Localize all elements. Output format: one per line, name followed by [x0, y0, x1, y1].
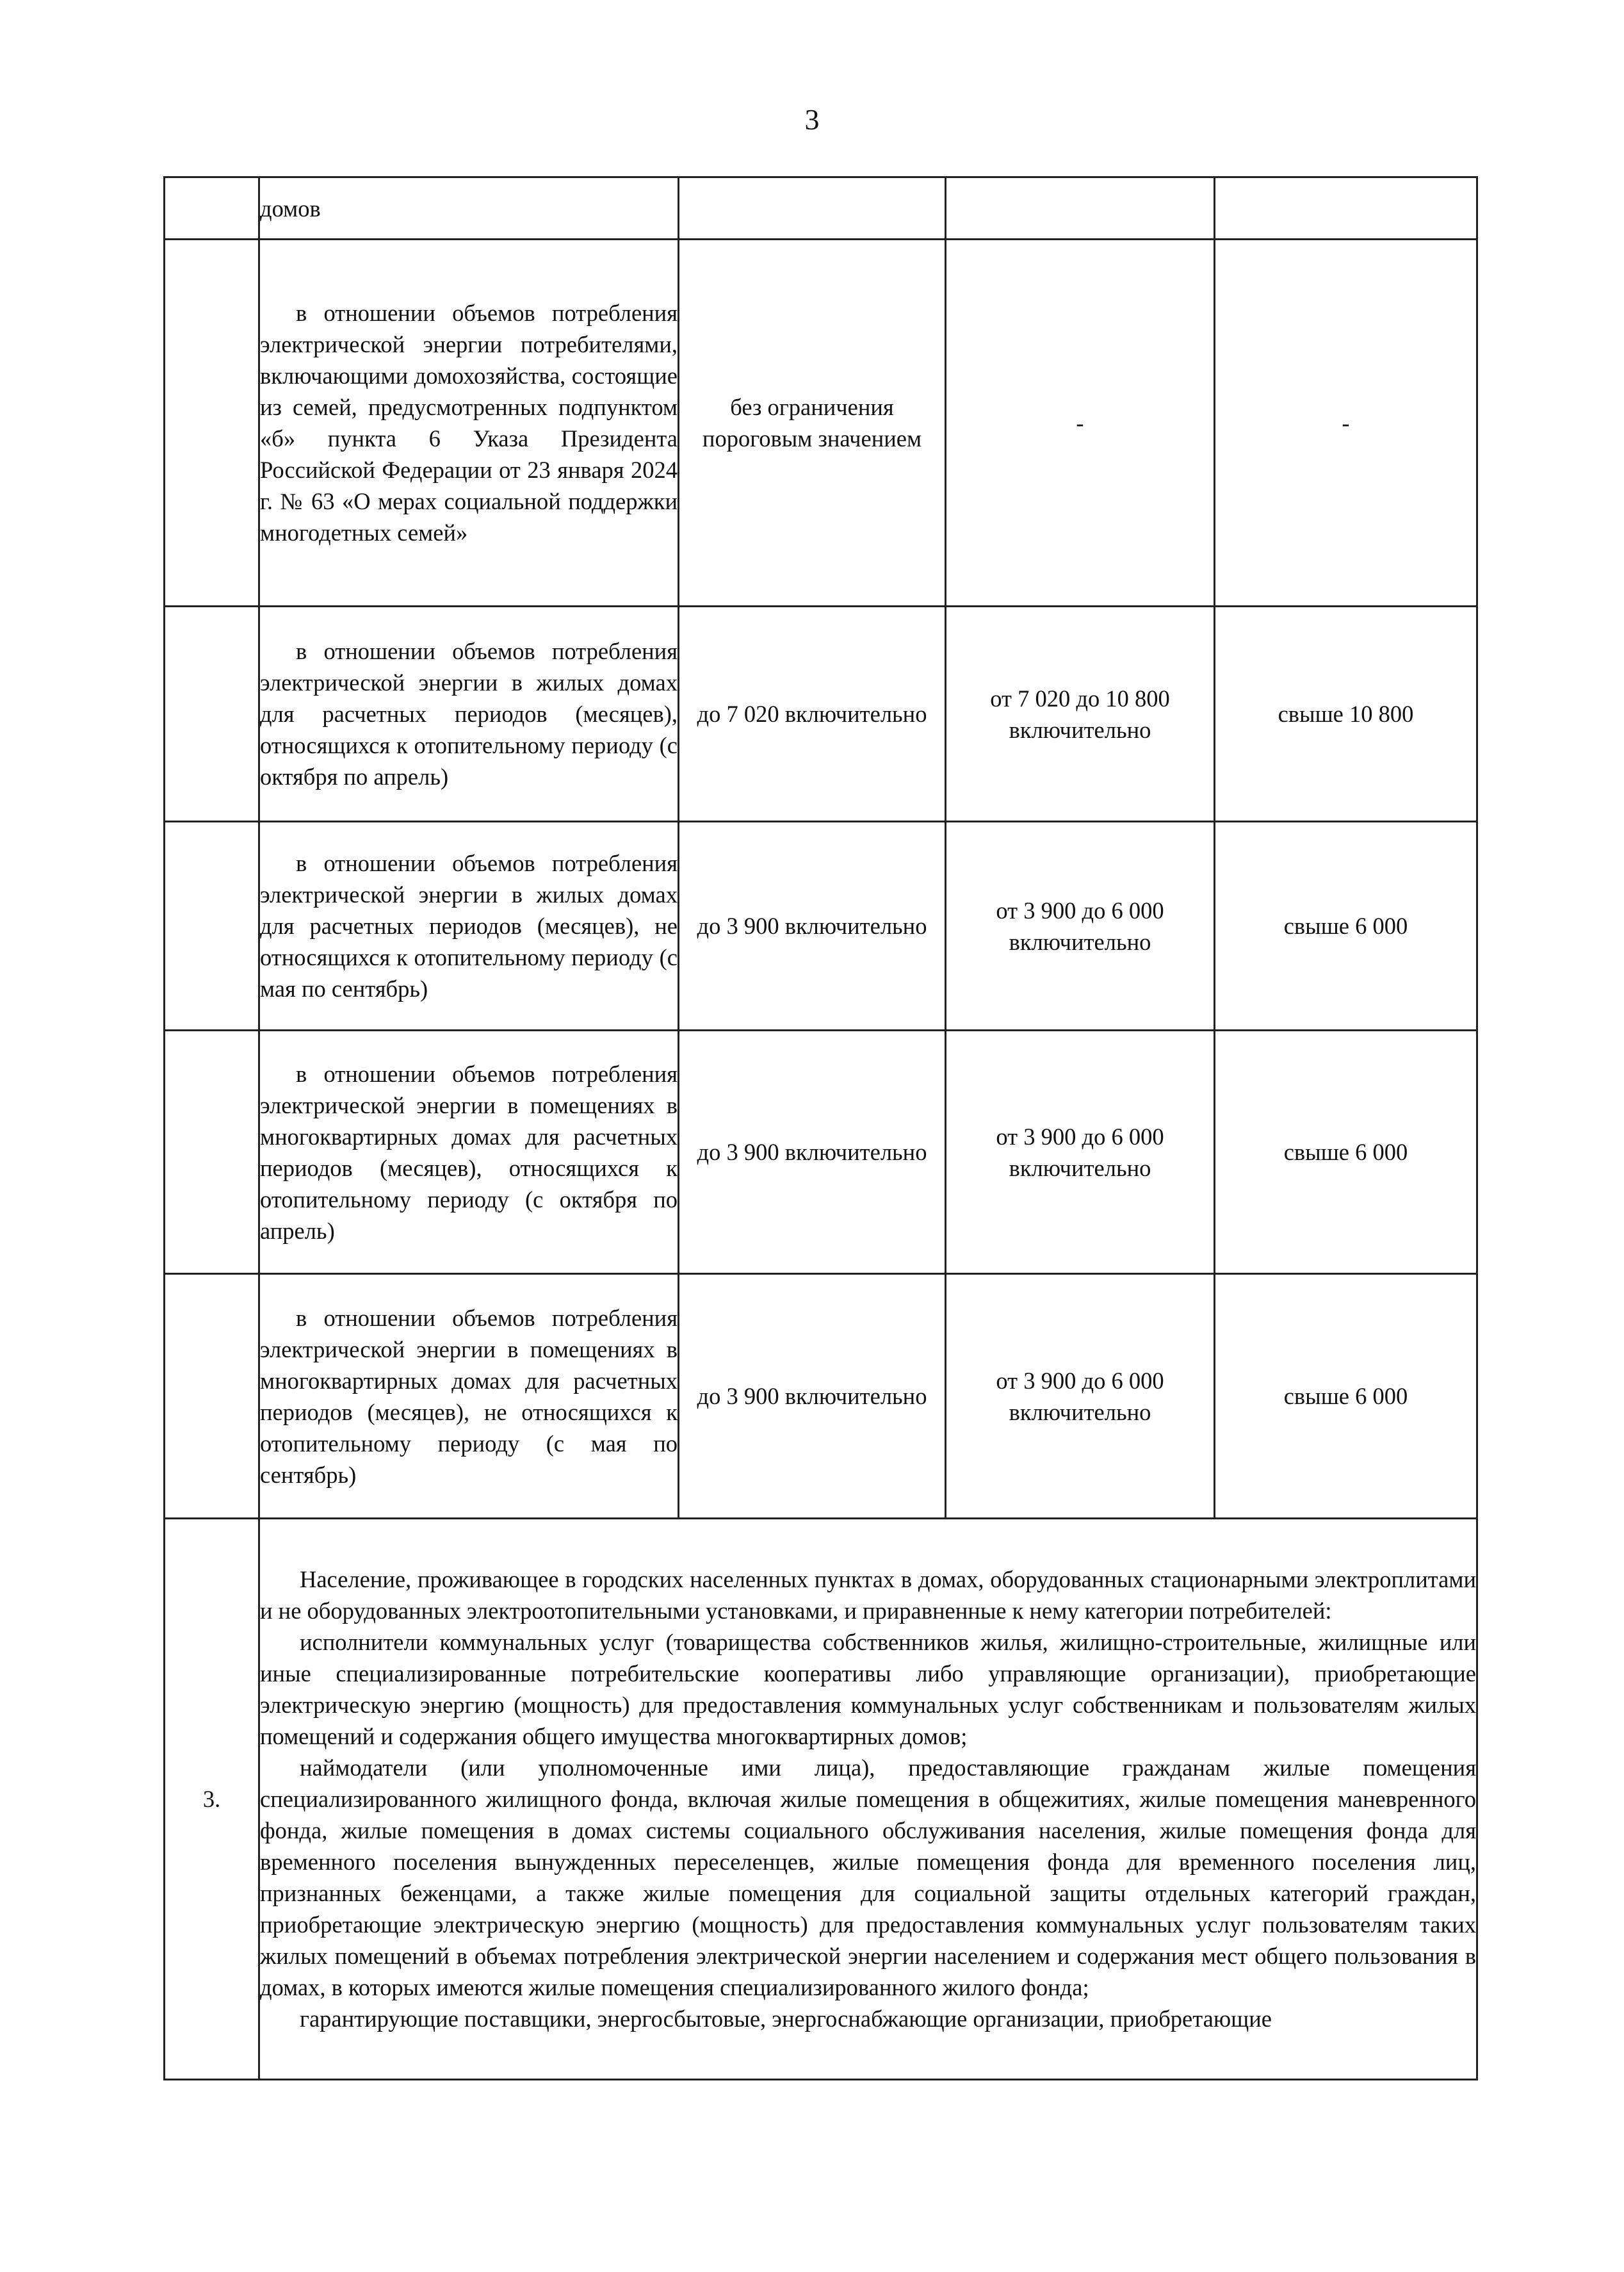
number-cell [165, 240, 259, 607]
paragraph: гарантирующие поставщики, энергосбытовые, энергоснабжающие организации, приобретающие [300, 2006, 1272, 2032]
section-3-text [259, 1519, 1477, 2080]
threshold-cell-1: до 3 900 включительно [679, 1031, 946, 1274]
threshold-cell-2: - [946, 240, 1215, 607]
paragraph: Население, проживающее в городских населенных пунктах в домах, оборудованных стационарными электроплитами и не оборудованных электроотопительными установками, и приравненные к нему категории потребителей: [260, 1566, 1476, 1624]
section-number: 3. [165, 1519, 259, 2080]
description-cell: в отношении объемов потребления электрической энергии в помещениях в многоквартирных домах для расчетных периодов (месяцев), относящихся к отопительному периоду (с октября по апрель) [259, 1031, 679, 1274]
threshold-cell-1 [679, 177, 946, 240]
description-cell: в отношении объемов потребления электрической энергии в жилых домах для расчетных периодов (месяцев), относящихся к отопительному периоду (с октября по апрель) [259, 607, 679, 822]
number-cell [165, 1031, 259, 1274]
threshold-cell-2: от 7 020 до 10 800 включительно [946, 607, 1215, 822]
threshold-cell-1: до 7 020 включительно [679, 607, 946, 822]
description-cell: домов [259, 177, 679, 240]
description-cell: в отношении объемов потребления электрической энергии в помещениях в многоквартирных домах для расчетных периодов (месяцев), не относящихся к отопительному периоду (с мая по сентябрь) [259, 1274, 679, 1519]
threshold-cell-2: от 3 900 до 6 000 включительно [946, 1274, 1215, 1519]
number-cell [165, 177, 259, 240]
description-cell: в отношении объемов потребления электрической энергии в жилых домах для расчетных периодов (месяцев), не относящихся к отопительному периоду (с мая по сентябрь) [259, 822, 679, 1031]
section-3-row [165, 1519, 1477, 2080]
table-row [165, 240, 1477, 607]
paragraph: наймодатели (или уполномоченные ими лица), предоставляющие гражданам жилые помещения специализированного жилищного фонда, включая жилые помещения в общежитиях, жилые помещения маневренного фонда, жилые помещения в домах системы социального обслуживания населения, жилые помещения фонда для временного поселения вынужденных переселенцев, жилые помещения фонда для временного поселения лиц, признанных беженцами, а также жилые помещения для социальной защиты отдельных категорий граждан, приобретающие электрическую энергию (мощность) для предоставления коммунальных услуг пользователям таких жилых помещений в объемах потребления электрической энергии населением и содержания мест общего пользования в домах, в которых имеются жилые помещения специализированного жилого фонда; [260, 1754, 1476, 2000]
threshold-cell-1: до 3 900 включительно [679, 1274, 946, 1519]
threshold-cell-2: от 3 900 до 6 000 включительно [946, 822, 1215, 1031]
threshold-cell-2 [946, 177, 1215, 240]
paragraph: исполнители коммунальных услуг (товарищества собственников жилья, жилищно-строительные, жилищные или иные специализированные потребительские кооперативы либо управляющие организации), приобретающие электрическую энергию (мощность) для предоставления коммунальных услуг собственникам и пользователям жилых помещений и содержания общего имущества многоквартирных домов; [260, 1629, 1476, 1749]
threshold-cell-3: свыше 6 000 [1215, 1031, 1477, 1274]
threshold-cell-1: без ограничения пороговым значением [679, 240, 946, 607]
threshold-cell-3 [1215, 177, 1477, 240]
threshold-cell-3: свыше 10 800 [1215, 607, 1477, 822]
threshold-cell-2: от 3 900 до 6 000 включительно [946, 1031, 1215, 1274]
number-cell [165, 822, 259, 1031]
number-cell [165, 1274, 259, 1519]
table-row [165, 1274, 1477, 1519]
threshold-cell-1: до 3 900 включительно [679, 822, 946, 1031]
description-cell: в отношении объемов потребления электрической энергии потребителями, включающими домохозяйства, состоящие из семей, предусмотренных подпунктом «б» пункта 6 Указа Президента Российской Федерации от 23 января 2024 г. № 63 «О мерах социальной поддержки многодетных семей» [259, 240, 679, 607]
number-cell [165, 607, 259, 822]
table-row [165, 177, 1477, 240]
tariff-table [163, 176, 1478, 2080]
table-row [165, 607, 1477, 822]
threshold-cell-3: - [1215, 240, 1477, 607]
table-row [165, 1031, 1477, 1274]
page-number: 3 [804, 103, 820, 136]
threshold-cell-3: свыше 6 000 [1215, 822, 1477, 1031]
threshold-cell-3: свыше 6 000 [1215, 1274, 1477, 1519]
table-row [165, 822, 1477, 1031]
